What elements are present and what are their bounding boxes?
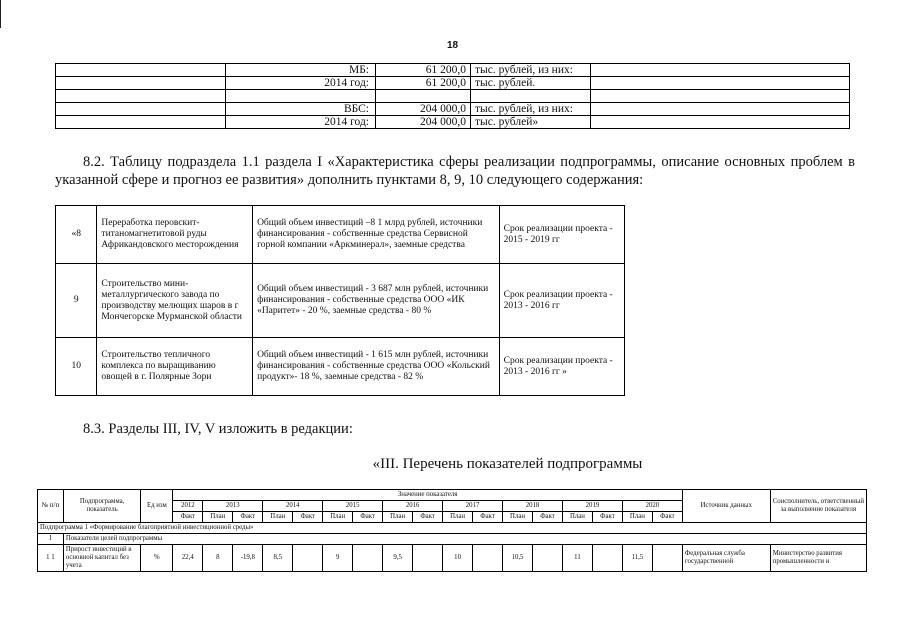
project-investment: Общий объем инвестиций - 3 687 млн рублей, источники финансирования - собственные средства ООО «ИК «Паритет» - 20 %, заемные средства - 80 % <box>253 264 500 338</box>
indicator-value: 9,5 <box>383 545 413 572</box>
funding-value: 204 000,0 <box>376 103 471 116</box>
project-row <box>56 338 625 396</box>
indicator-value: 9 <box>323 545 353 572</box>
indicator-number: 1 1 <box>38 545 64 572</box>
year-header: 2018 <box>503 501 563 512</box>
indicator-unit: % <box>141 545 173 572</box>
funding-row <box>56 90 850 103</box>
indicator-executor: Министерство развития промышленности и <box>770 545 866 572</box>
project-name: Переработка перовскит-титаномагнетитовой руды Африкандовского месторождения <box>97 206 253 264</box>
projects-table <box>55 205 625 396</box>
paragraph-8-2-text: 8.2. Таблицу подраздела 1.1 раздела I «Характеристика сферы реализации подпрограммы, описание основных проблем в указанной сфере и прогноз ее развития» дополнить пунктами 8, 9, 10 следующего содержания: <box>55 154 855 188</box>
funding-value: 61 200,0 <box>376 77 471 90</box>
funding-label: 2014 год: <box>226 77 376 90</box>
indicator-value: 8,5 <box>263 545 293 572</box>
year-header: 2012 <box>173 501 203 512</box>
project-name: Строительство мини-металлургического завода по производству мелющих шаров в г Мончегорске Мурманской области <box>97 264 253 338</box>
funding-value: 61 200,0 <box>376 64 471 77</box>
funding-row <box>56 64 850 77</box>
indicators-header-row <box>38 490 867 501</box>
subprogram-title: Подпрограмма 1 «Формирование благоприятной инвестиционной среды» <box>38 523 867 534</box>
funding-spacer-cell <box>591 64 850 77</box>
funding-label: ВБС: <box>226 103 376 116</box>
year-header: 2016 <box>383 501 443 512</box>
funding-unit: тыс. рублей» <box>471 116 591 129</box>
indicator-value <box>293 545 323 572</box>
indicator-value: 11 <box>562 545 592 572</box>
col-number: № п/п <box>38 490 64 523</box>
sub-header-fact: Факт <box>413 512 443 523</box>
project-number: 9 <box>56 264 97 338</box>
project-investment: Общий объем инвестиций –8 1 млрд рублей, источники финансирования - собственные средства Сервисной горной компании «Аркминерал», заемные средства <box>253 206 500 264</box>
indicator-value: -19,8 <box>233 545 263 572</box>
funding-spacer-cell <box>56 90 226 103</box>
funding-unit: тыс. рублей. <box>471 77 591 90</box>
section-number: I <box>38 534 64 545</box>
project-number: 10 <box>56 338 97 396</box>
page-number: 18 <box>446 40 459 51</box>
indicator-source: Федеральная служба государственной <box>682 545 770 572</box>
funding-unit: тыс. рублей, из них: <box>471 64 591 77</box>
sub-header-plan: План <box>562 512 592 523</box>
sub-header-plan: План <box>622 512 652 523</box>
funding-label <box>226 90 376 103</box>
funding-spacer-cell <box>591 116 850 129</box>
sub-header-plan: План <box>323 512 353 523</box>
indicator-value <box>533 545 563 572</box>
project-term: Срок реализации проекта - 2013 - 2016 гг » <box>499 338 624 396</box>
year-header: 2017 <box>443 501 503 512</box>
funding-spacer-cell <box>56 77 226 90</box>
funding-row <box>56 77 850 90</box>
section-heading <box>0 456 905 473</box>
section-heading-text: «III. Перечень показателей подпрограммы <box>372 456 643 472</box>
project-term: Срок реализации проекта - 2015 - 2019 гг <box>499 206 624 264</box>
section-title: Показатели целей подпрограммы <box>63 534 866 545</box>
sub-header-plan: План <box>503 512 533 523</box>
paragraph-8-3 <box>55 420 855 438</box>
indicator-value: 10,5 <box>503 545 533 572</box>
sub-header-fact: Факт <box>592 512 622 523</box>
funding-unit <box>471 90 591 103</box>
sub-header-plan: План <box>263 512 293 523</box>
project-term: Срок реализации проекта - 2013 - 2016 гг <box>499 264 624 338</box>
funding-spacer-cell <box>56 116 226 129</box>
funding-row <box>56 116 850 129</box>
col-values: Значение показателя <box>173 490 682 501</box>
sub-header-plan: План <box>203 512 233 523</box>
col-executor: Соисполнитель, ответственный за выполнение показателя <box>770 490 866 523</box>
funding-spacer-cell <box>56 64 226 77</box>
indicator-value <box>413 545 443 572</box>
indicator-value <box>652 545 682 572</box>
year-header: 2019 <box>562 501 622 512</box>
col-indicator: Подпрограмма, показатель <box>63 490 141 523</box>
sub-header-fact: Факт <box>652 512 682 523</box>
sub-header-fact: Факт <box>173 512 203 523</box>
indicator-value <box>353 545 383 572</box>
sub-header-fact: Факт <box>233 512 263 523</box>
col-source: Источник данных <box>682 490 770 523</box>
funding-spacer-cell <box>591 103 850 116</box>
page-edge-line <box>0 0 1 28</box>
indicator-name: Прирост инвестиций в основной капитал без учета <box>63 545 141 572</box>
funding-unit: тыс. рублей, из них: <box>471 103 591 116</box>
sub-header-fact: Факт <box>473 512 503 523</box>
project-investment: Общий объем инвестиций - 1 615 млн рублей, источники финансирования - собственные средства ООО «Кольский продукт»- 18 %, заемные средства - 82 % <box>253 338 500 396</box>
indicator-value: 8 <box>203 545 233 572</box>
indicator-value: 11,5 <box>622 545 652 572</box>
year-header: 2015 <box>323 501 383 512</box>
project-number: «8 <box>56 206 97 264</box>
indicator-value <box>592 545 622 572</box>
indicator-value <box>473 545 503 572</box>
funding-label: МБ: <box>226 64 376 77</box>
sub-header-fact: Факт <box>533 512 563 523</box>
indicator-row <box>38 545 867 572</box>
project-row <box>56 206 625 264</box>
funding-value <box>376 90 471 103</box>
sub-header-fact: Факт <box>353 512 383 523</box>
funding-row <box>56 103 850 116</box>
indicator-value: 22,4 <box>173 545 203 572</box>
year-header: 2020 <box>622 501 682 512</box>
year-header: 2014 <box>263 501 323 512</box>
paragraph-8-2 <box>55 153 855 189</box>
funding-label: 2014 год: <box>226 116 376 129</box>
project-name: Строительство тепличного комплекса по выращиванию овощей в г. Полярные Зори <box>97 338 253 396</box>
funding-spacer-cell <box>56 103 226 116</box>
subprogram-row <box>38 523 867 534</box>
funding-table <box>55 63 850 129</box>
project-row <box>56 264 625 338</box>
sub-header-fact: Факт <box>293 512 323 523</box>
funding-value: 204 000,0 <box>376 116 471 129</box>
indicator-value: 10 <box>443 545 473 572</box>
year-header: 2013 <box>203 501 263 512</box>
col-unit: Ед изм <box>141 490 173 523</box>
indicators-table <box>37 489 867 572</box>
paragraph-8-3-text: 8.3. Разделы III, IV, V изложить в редакции: <box>83 421 353 437</box>
sub-header-plan: План <box>443 512 473 523</box>
funding-spacer-cell <box>591 77 850 90</box>
section-row <box>38 534 867 545</box>
sub-header-plan: План <box>383 512 413 523</box>
funding-spacer-cell <box>591 90 850 103</box>
